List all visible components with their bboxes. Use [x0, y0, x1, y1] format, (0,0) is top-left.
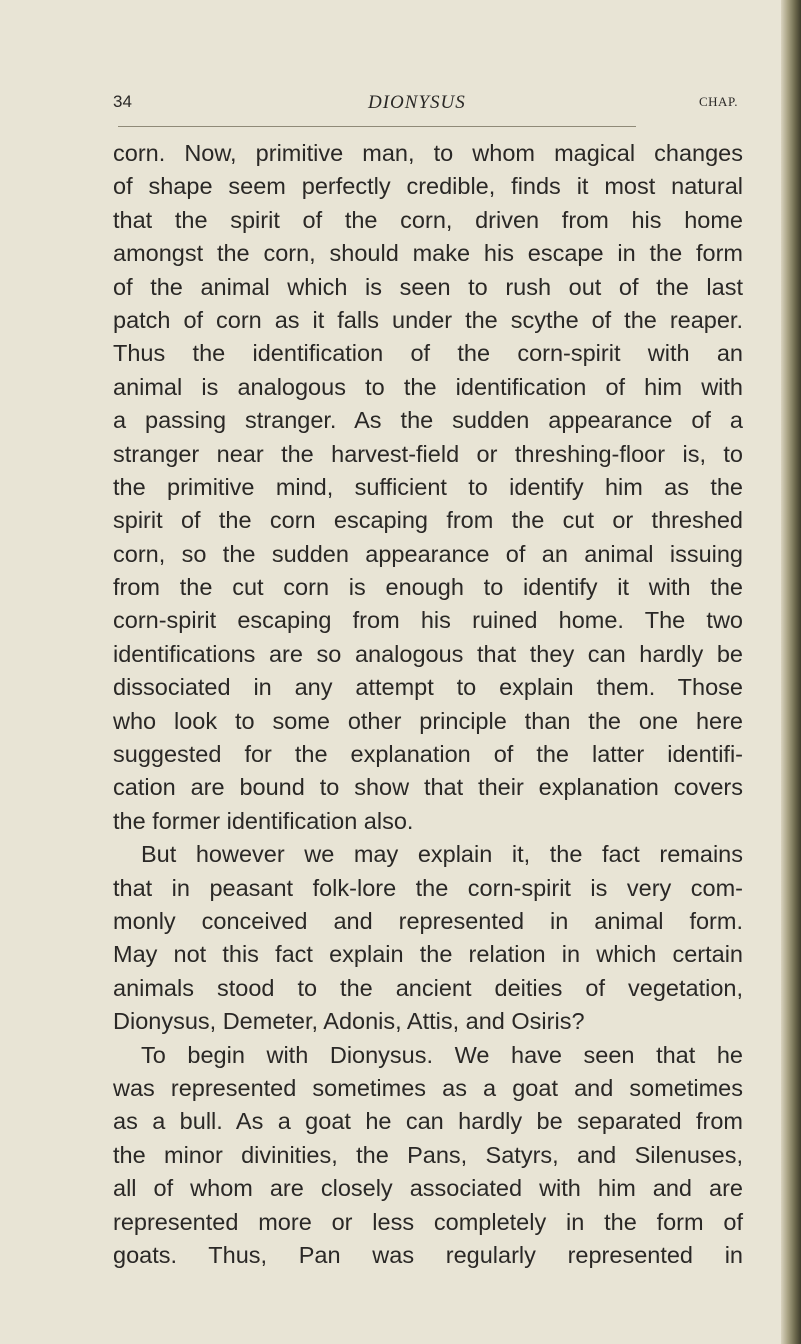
text-line: Thus the identification of the corn-spirit with an — [113, 340, 743, 367]
text-line: that in peasant folk-lore the corn-spirit is very com- — [113, 874, 743, 901]
text-line: cation are bound to show that their explanation covers — [113, 774, 743, 801]
text-line: of shape seem perfectly credible, finds it most natural — [113, 173, 743, 200]
text-line: of the animal which is seen to rush out of the last — [113, 273, 743, 300]
text-line: as a bull. As a goat he can hardly be separated from — [113, 1108, 743, 1135]
text-line: represented more or less completely in the form of — [113, 1208, 743, 1235]
text-line: a passing stranger. As the sudden appearance of a — [113, 407, 743, 434]
text-line: that the spirit of the corn, driven from his home — [113, 206, 743, 233]
text-line: the primitive mind, sufficient to identify him as the — [113, 473, 743, 500]
text-line: But however we may explain it, the fact remains — [141, 841, 743, 868]
text-line: corn, so the sudden appearance of an animal issuing — [113, 540, 743, 567]
text-line: monly conceived and represented in animal form. — [113, 907, 743, 934]
text-line: animal is analogous to the identification of him with — [113, 373, 743, 400]
chapter-label: CHAP. — [699, 94, 738, 109]
text-line: all of whom are closely associated with him and are — [113, 1175, 743, 1202]
text-line: May not this fact explain the relation in which certain — [113, 941, 743, 968]
body-text — [113, 137, 743, 1272]
page-number: 34 — [113, 92, 132, 111]
text-line: goats. Thus, Pan was regularly represented in — [113, 1241, 743, 1268]
text-line: To begin with Dionysus. We have seen that he — [141, 1041, 743, 1068]
text-line: stranger near the harvest-field or threshing-floor is, to — [113, 440, 743, 467]
header-rule — [118, 126, 636, 127]
text-line: amongst the corn, should make his escape in the form — [113, 240, 743, 267]
text-line: the minor divinities, the Pans, Satyrs, and Silenuses, — [113, 1141, 743, 1168]
text-line: from the cut corn is enough to identify it with the — [113, 574, 743, 601]
text-line: was represented sometimes as a goat and sometimes — [113, 1074, 743, 1101]
text-line: who look to some other principle than the one here — [113, 707, 743, 734]
text-line: identifications are so analogous that they can hardly be — [113, 640, 743, 667]
text-line: Dionysus, Demeter, Adonis, Attis, and Osiris? — [113, 1008, 585, 1035]
text-line: corn. Now, primitive man, to whom magical changes — [113, 140, 743, 166]
text-line: corn-spirit escaping from his ruined home. The two — [113, 607, 743, 634]
text-line: spirit of the corn escaping from the cut or threshed — [113, 507, 743, 534]
text-line: animals stood to the ancient deities of vegetation, — [113, 974, 743, 1001]
running-title: DIONYSUS — [368, 92, 466, 113]
text-line: dissociated in any attempt to explain them. Those — [113, 674, 743, 701]
text-line: the former identification also. — [113, 807, 414, 834]
running-head — [113, 92, 738, 116]
text-line: suggested for the explanation of the latter identifi- — [113, 741, 743, 768]
text-line: patch of corn as it falls under the scythe of the reaper. — [113, 306, 743, 333]
page-edge-shadow — [781, 0, 801, 1344]
